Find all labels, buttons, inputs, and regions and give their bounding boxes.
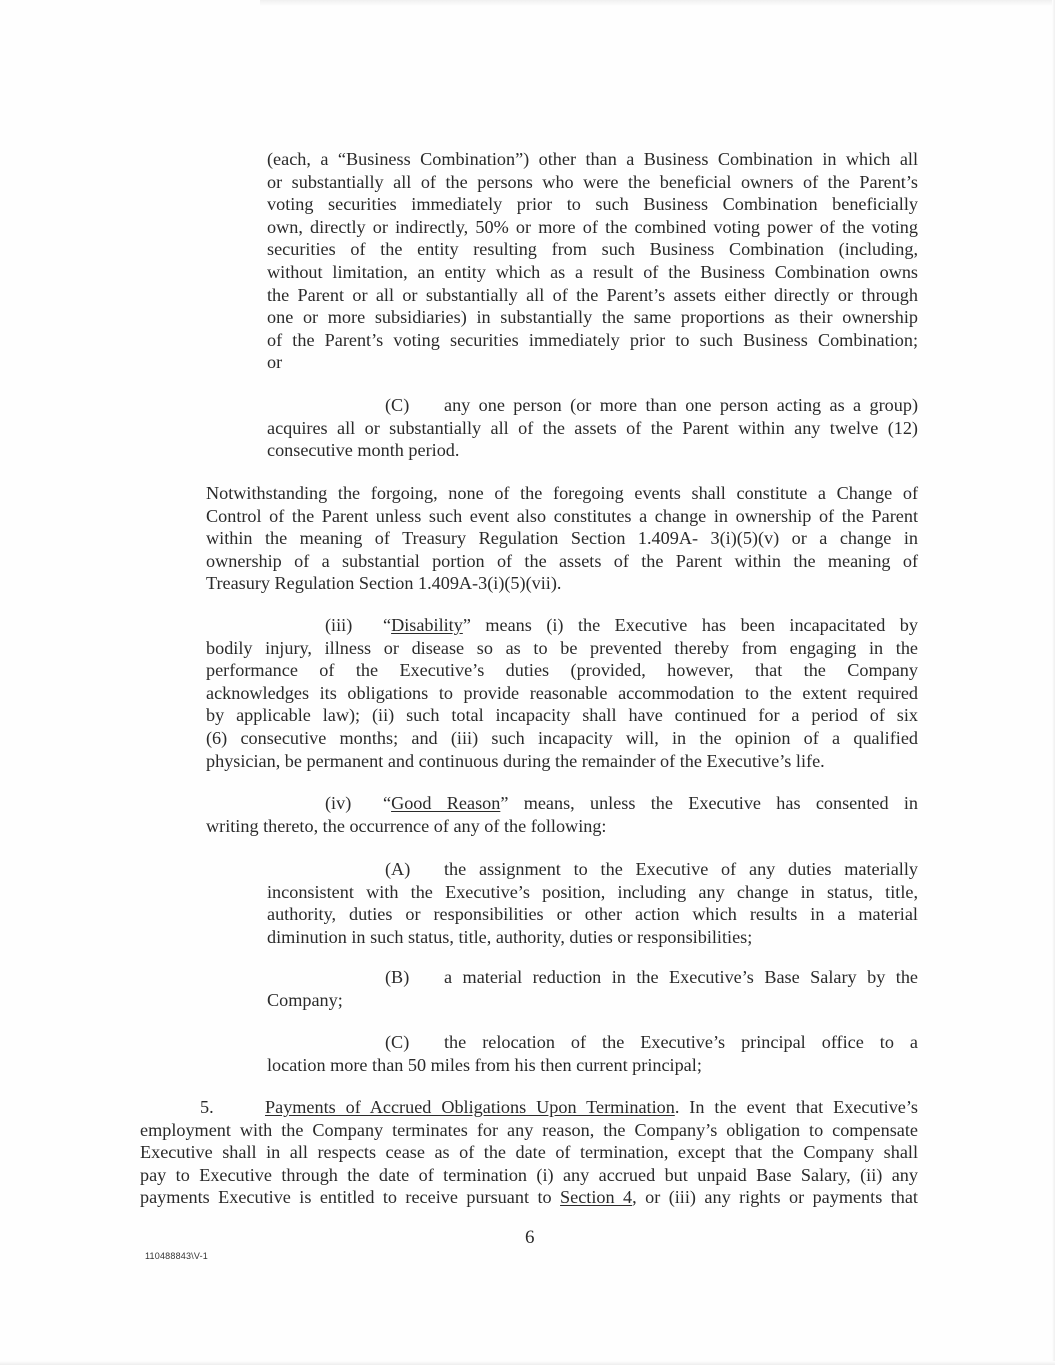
clause-first-line: any one person (or more than one person acting as a group)	[444, 395, 918, 415]
defined-term-disability: Disability	[391, 615, 463, 635]
text-line: ownership of a substantial portion of the assets of the Parent within the meaning of	[206, 550, 918, 571]
text-line: Control of the Parent unless such event also constitutes a change in ownership of the Parent	[206, 505, 918, 526]
text-line: pay to Executive through the date of termination (i) any accrued but unpaid Base Salary, (ii) any	[140, 1164, 918, 1185]
text-line: voting securities immediately prior to such Business Combination beneficially	[267, 194, 918, 215]
text-line: performance of the Executive’s duties (provided, however, that the Company	[206, 660, 918, 681]
section-4-reference: Section 4	[560, 1187, 633, 1208]
text-line: location more than 50 miles from his then current principal;	[267, 1054, 702, 1075]
scan-edge-bottom	[0, 1361, 1055, 1365]
text-line	[140, 1096, 918, 1119]
text-line: securities of the entity resulting from such Business Combination (including,	[267, 239, 918, 260]
disability-definition	[206, 614, 918, 772]
section-first-line: . In the event that Executive’s	[674, 1097, 918, 1117]
text-line: the Parent or all or substantially all of the Parent’s assets either directly or through	[267, 284, 918, 305]
text-line: bodily injury, illness or disease so as to be prevented thereby from engaging in the	[206, 637, 918, 658]
clause-first-line: the assignment to the Executive of any duties materially	[444, 859, 918, 879]
text-line: inconsistent with the Executive’s position, including any change in status, title,	[267, 881, 918, 902]
text-line: own, directly or indirectly, 50% or more of the combined voting power of the voting	[267, 216, 918, 237]
clause-first-line: ” means (i) the Executive has been incapacitated by	[462, 615, 918, 635]
text-line	[267, 394, 918, 417]
document-footer-id: 110488843\V-1	[145, 1251, 208, 1261]
clause-label: (iii)	[325, 615, 353, 635]
text-line	[267, 966, 918, 989]
text-line: acknowledges its obligations to provide reasonable accommodation to the extent required	[206, 682, 918, 703]
text-line: (iii) “Disability” means (i) the Executive has been incapacitated by	[325, 615, 918, 635]
text-line: by applicable law); (ii) such total incapacity shall have continued for a period of six	[206, 705, 918, 726]
defined-term-good-reason: Good Reason	[391, 793, 501, 813]
text-line: within the meaning of Treasury Regulation Section 1.409A- 3(i)(5)(v) or a change in	[206, 528, 918, 549]
good-reason-item-c	[267, 1031, 918, 1076]
clause-label: (C)	[385, 1032, 410, 1052]
page-number: 6	[525, 1227, 535, 1248]
scan-edge-top	[260, 0, 1055, 6]
text-line: payments Executive is entitled to receive pursuant to Section 4, or (iii) any rights or payments that	[140, 1187, 918, 1208]
section-heading: Payments of Accrued Obligations Upon Termination	[265, 1097, 675, 1117]
notwithstanding-paragraph	[206, 482, 918, 595]
section-number: 5.	[200, 1097, 214, 1117]
clause-first-line: a material reduction in the Executive’s Base Salary by the	[444, 967, 918, 987]
clause-label: (iv)	[325, 793, 352, 813]
clause-b-continuation	[267, 148, 918, 374]
clause-label: (B)	[385, 967, 410, 987]
text-line: diminution in such status, title, authority, duties or responsibilities;	[267, 926, 753, 947]
good-reason-item-a	[267, 858, 918, 948]
text-line: Treasury Regulation Section 1.409A-3(i)(5)(vii).	[206, 573, 562, 594]
text-line: or	[267, 352, 283, 373]
section-5-paragraph	[140, 1096, 918, 1209]
clause-label: (A)	[385, 859, 411, 879]
text-line: (each, a “Business Combination”) other than a Business Combination in which all	[267, 149, 918, 169]
good-reason-definition	[206, 792, 918, 837]
text-line	[267, 1031, 918, 1054]
text-line: authority, duties or responsibilities or other action which results in a material	[267, 904, 918, 925]
text-line: Executive shall in all respects cease as of the date of termination, except that the Company shall	[140, 1142, 918, 1163]
text-line: (6) consecutive months; and (iii) such incapacity will, in the opinion of a qualified	[206, 727, 918, 748]
text-line	[267, 858, 918, 881]
text-line: without limitation, an entity which as a result of the Business Combination owns	[267, 261, 918, 282]
text-line: Notwithstanding the forgoing, none of the foregoing events shall constitute a Change of	[206, 483, 918, 503]
text-line: or substantially all of the persons who were the beneficial owners of the Parent’s	[267, 171, 918, 192]
text-line: Company;	[267, 989, 343, 1010]
text-line: physician, be permanent and continuous during the remainder of the Executive’s life.	[206, 750, 825, 771]
good-reason-item-b	[267, 966, 918, 1011]
clause-c-asset-acquisition	[267, 394, 918, 462]
text-line: one or more subsidiaries) in substantially the same proportions as their ownership	[267, 307, 918, 328]
text-line: of the Parent’s voting securities immediately prior to such Business Combination;	[267, 329, 918, 350]
clause-first-line: ” means, unless the Executive has consented in	[500, 793, 918, 813]
text-line: consecutive month period.	[267, 440, 460, 461]
text-line: employment with the Company terminates for any reason, the Company’s obligation to compensate	[140, 1119, 918, 1140]
text-line: writing thereto, the occurrence of any of the following:	[206, 815, 607, 836]
text-line: acquires all or substantially all of the assets of the Parent within any twelve (12)	[267, 417, 918, 438]
clause-label: (C)	[385, 395, 410, 415]
clause-first-line: the relocation of the Executive’s principal office to a	[444, 1032, 918, 1052]
text-line: (iv) “Good Reason” means, unless the Executive has consented in	[325, 793, 918, 813]
